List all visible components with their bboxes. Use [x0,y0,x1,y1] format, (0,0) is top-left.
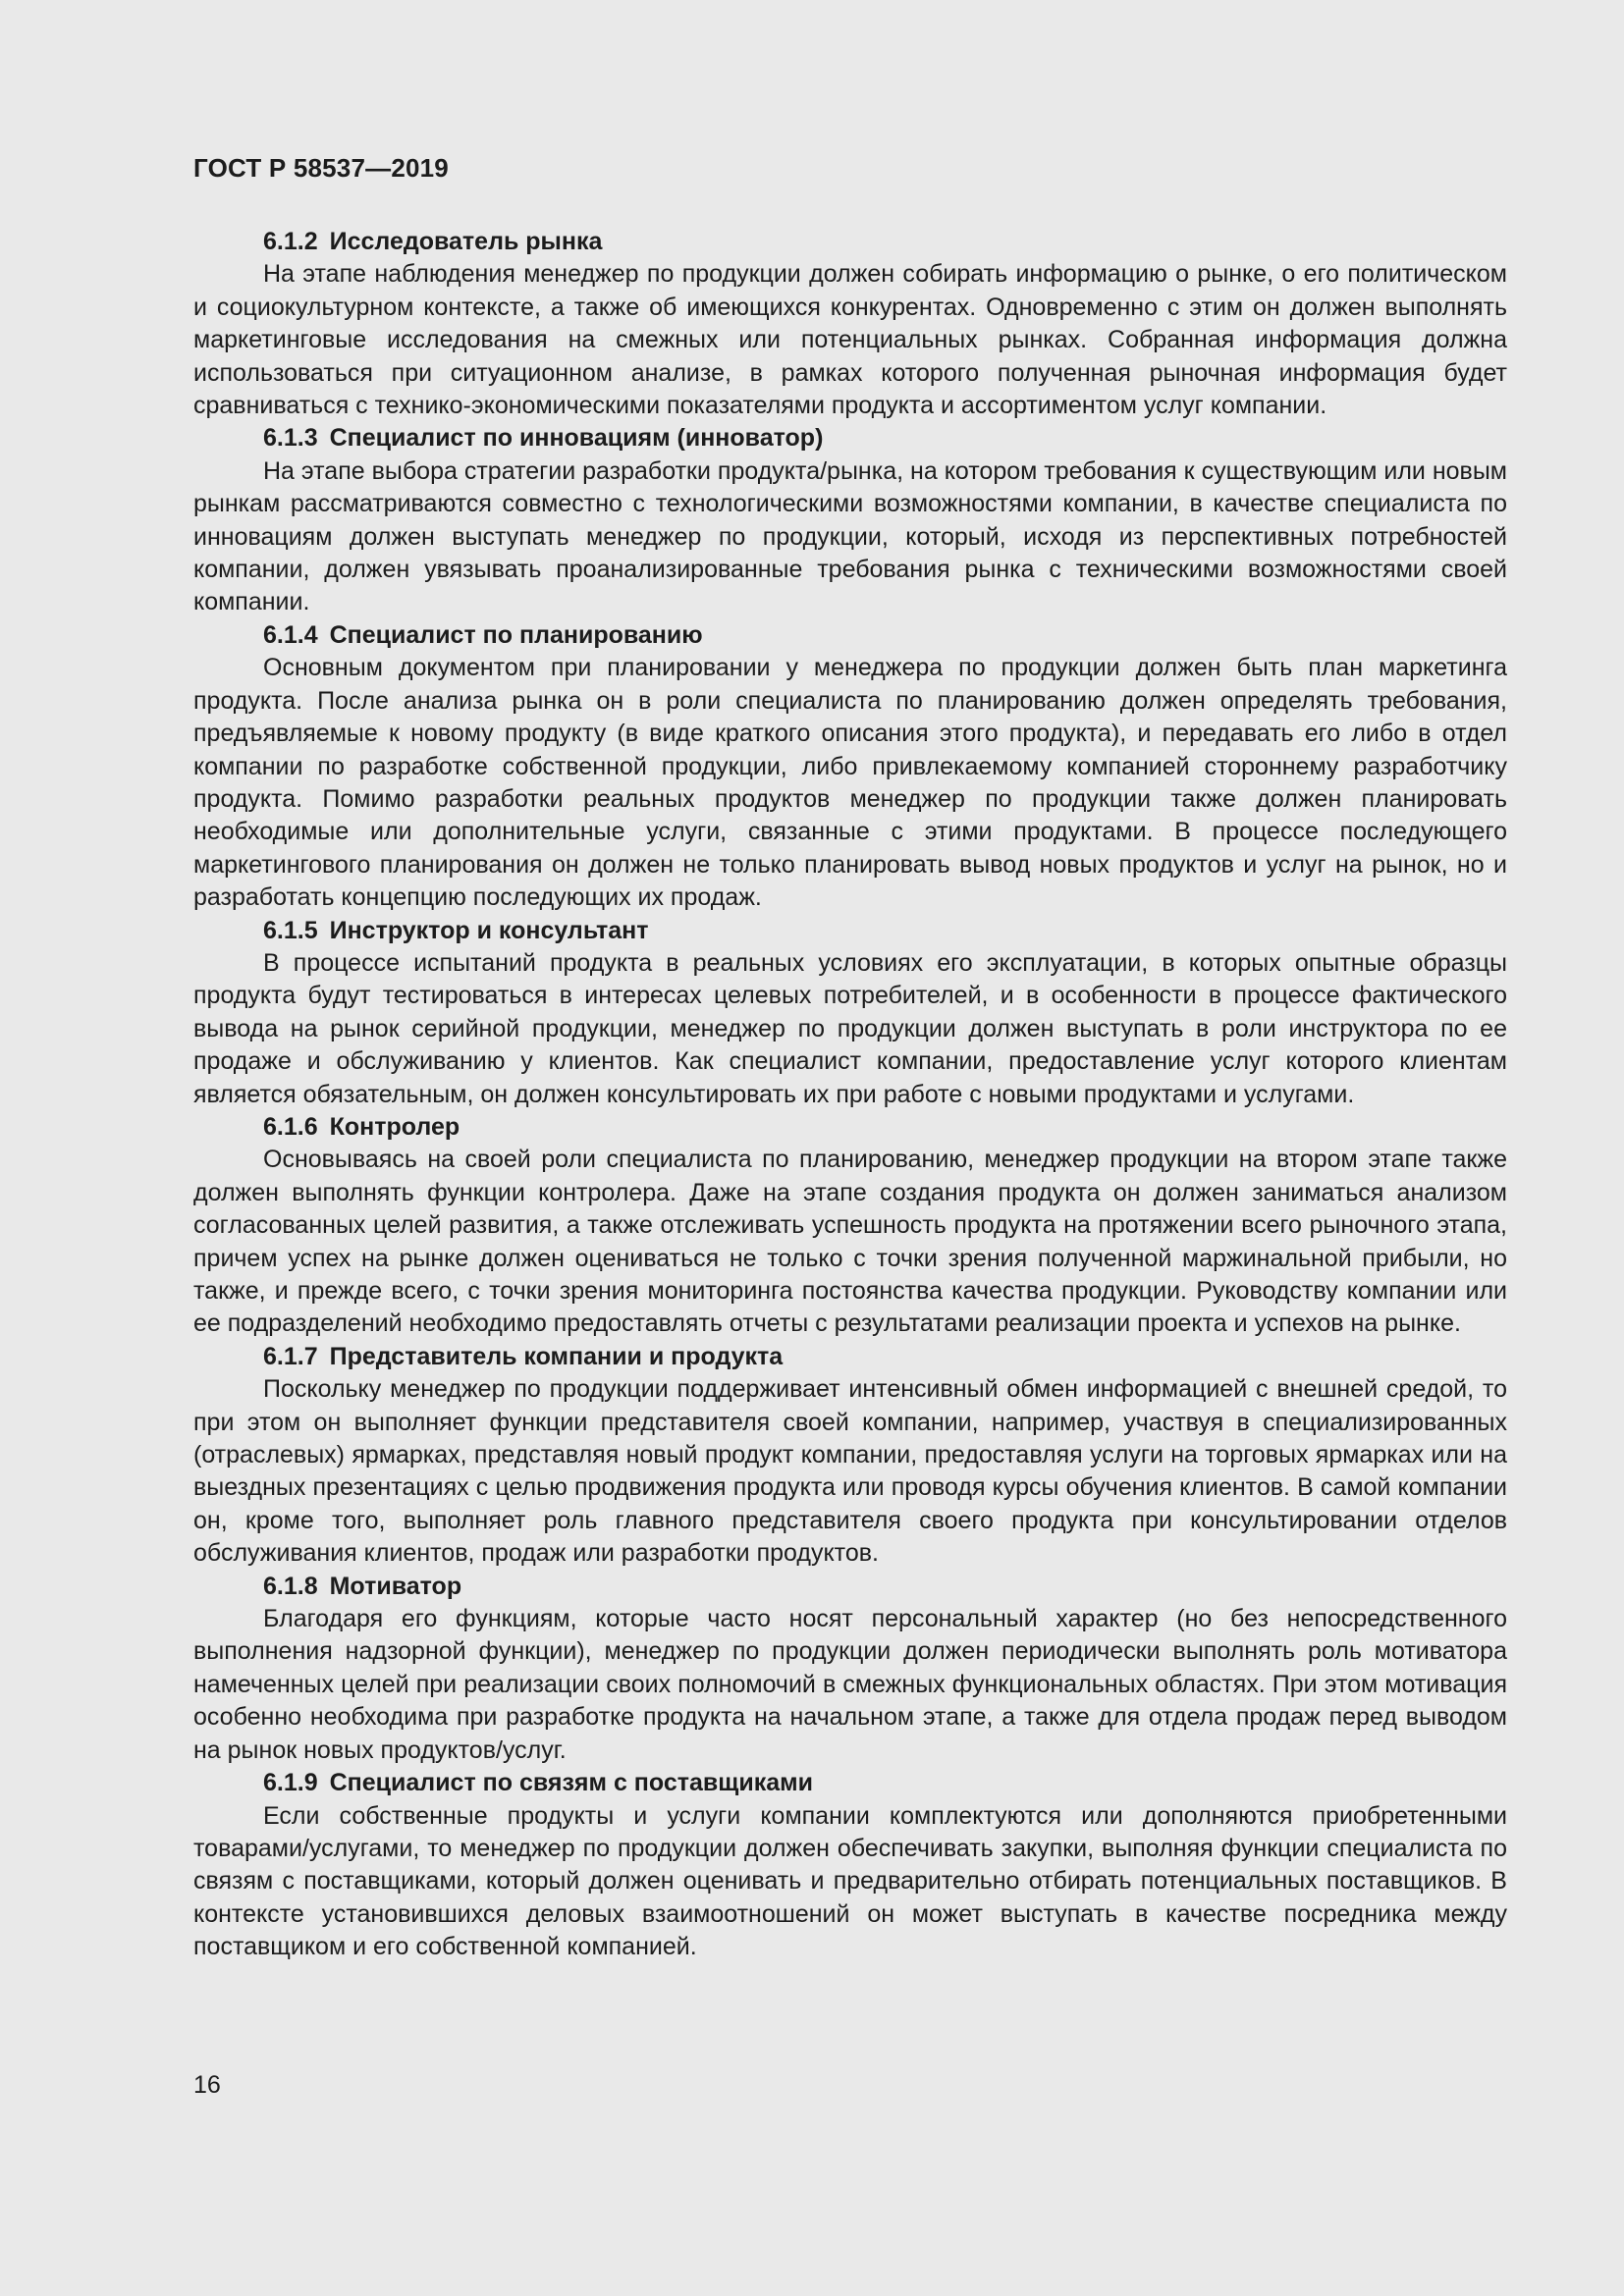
page-number: 16 [193,2071,221,2099]
section-title: Специалист по инновациям (инноватор) [329,424,824,453]
section-title: Мотиватор [329,1572,462,1600]
document-body [193,226,1507,1964]
section-number: 6.1.4 [263,620,318,649]
section-number: 6.1.6 [263,1112,318,1141]
section-paragraph-6-1-5: В процессе испытаний продукта в реальных условиях его эксплуатации, в которых опытные образцы продукта будут тестироваться в интересах целевых потребителей, и в особенности в процессе фактического вывода на рынок серийной продукции, менеджер по продукции должен выступать в роли инструктора по ее продаже и обслуживанию у клиентов. Как специалист компании, предоставление услуг которого клиентам является обязательным, он должен консультировать их при работе с новыми продуктами и услугами. [193,948,1507,1108]
section-paragraph-6-1-6: Основываясь на своей роли специалиста по планированию, менеджер продукции на втором этапе также должен выполнять функции контролера. Даже на этапе создания продукта он должен заниматься анализом согласованных целей развития, а также отслеживать успешность продукта на протяжении всего рыночного этапа, причем успех на рынке должен оцениваться не только с точки зрения полученной маржинальной прибыли, но также, и прежде всего, с точки зрения мониторинга постоянства качества продукции. Руководству компании или ее подразделений необходимо предоставлять отчеты с результатами реализации проекта и успехов на рынке. [193,1146,1507,1338]
section-heading-6-1-8 [193,1571,1507,1603]
section-paragraph-6-1-2: На этапе наблюдения менеджер по продукции должен собирать информацию о рынке, о его политическом и социокультурном контексте, а также об имеющихся конкурентах. Одновременно с этим он должен выполнять маркетинговые исследования на смежных или потенциальных рынках. Собранная информация должна использоваться при ситуационном анализе, в рамках которого полученная рыночная информация будет сравниваться с технико-экономическими показателями продукта и ассортиментом услуг компании. [193,260,1507,420]
section-paragraph-6-1-7: Поскольку менеджер по продукции поддерживает интенсивный обмен информацией с внешней средой, то при этом он выполняет функции представителя своей компании, например, участвуя в специализированных (отраслевых) ярмарках, представляя новый продукт компании, предоставляя услуги на торговых ярмарках или на выездных презентациях с целью продвижения продукта или проводя курсы обучения клиентов. В самой компании он, кроме того, выполняет роль главного представителя своего продукта при консультировании отделов обслуживания клиентов, продаж или разработки продуктов. [193,1375,1507,1568]
section-title: Специалист по связям с поставщиками [329,1769,814,1797]
section-paragraph-6-1-9: Если собственные продукты и услуги компании комплектуются или дополняются приобретенными товарами/услугами, то менеджер по продукции должен обеспечивать закупки, выполняя функции специалиста по связям с поставщиками, который должен оценивать и предварительно отбирать потенциальных поставщиков. В контексте установившихся деловых взаимоотношений он может выступать в качестве посредника между поставщиком и его собственной компанией. [193,1801,1507,1961]
section-heading-6-1-4 [193,619,1507,652]
section-number: 6.1.8 [263,1572,318,1600]
section-title: Контролер [329,1112,460,1141]
section-heading-6-1-5 [193,915,1507,947]
section-title: Специалист по планированию [329,620,703,649]
section-heading-6-1-2 [193,226,1507,258]
section-paragraph-6-1-3: На этапе выбора стратегии разработки продукта/рынка, на котором требования к существующим или новым рынкам рассматриваются совместно с технологическими возможностями компании, в качестве специалиста по инновациям должен выступать менеджер по продукции, который, исходя из перспективных потребностей компании, должен увязывать проанализированные требования рынка с техническими возможностями своей компании. [193,456,1507,616]
section-number: 6.1.5 [263,916,318,944]
section-title: Исследователь рынка [329,228,603,255]
section-number: 6.1.7 [263,1342,318,1370]
section-heading-6-1-3 [193,422,1507,454]
section-title: Представитель компании и продукта [329,1342,784,1370]
section-heading-6-1-9 [193,1767,1507,1799]
section-heading-6-1-6 [193,1111,1507,1144]
section-title: Инструктор и консультант [329,916,649,944]
section-heading-6-1-7 [193,1341,1507,1373]
section-number: 6.1.3 [263,424,318,453]
section-number: 6.1.9 [263,1769,318,1797]
section-number: 6.1.2 [263,228,318,255]
standard-designation: ГОСТ Р 58537—2019 [193,153,449,183]
section-paragraph-6-1-4: Основным документом при планировании у менеджера по продукции должен быть план маркетинга продукта. После анализа рынка он в роли специалиста по планированию должен определять требования, предъявляемые к новому продукту (в виде краткого описания этого продукта), и передавать его либо в отдел компании по разработке собственной продукции, либо привлекаемому компанией стороннему разработчику продукта. Помимо разработки реальных продуктов менеджер по продукции также должен планировать необходимые или дополнительные услуги, связанные с этими продуктами. В процессе последующего маркетингового планирования он должен не только планировать вывод новых продуктов и услуг на рынок, но и разработать концепцию последующих их продаж. [193,654,1507,912]
section-paragraph-6-1-8: Благодаря его функциям, которые часто носят персональный характер (но без непосредственного выполнения надзорной функции), менеджер по продукции должен периодически выполнять роль мотиватора намеченных целей при реализации своих полномочий в смежных функциональных областях. При этом мотивация особенно необходима при разработке продукта на начальном этапе, а также для отдела продаж перед выводом на рынок новых продуктов/услуг. [193,1605,1507,1764]
